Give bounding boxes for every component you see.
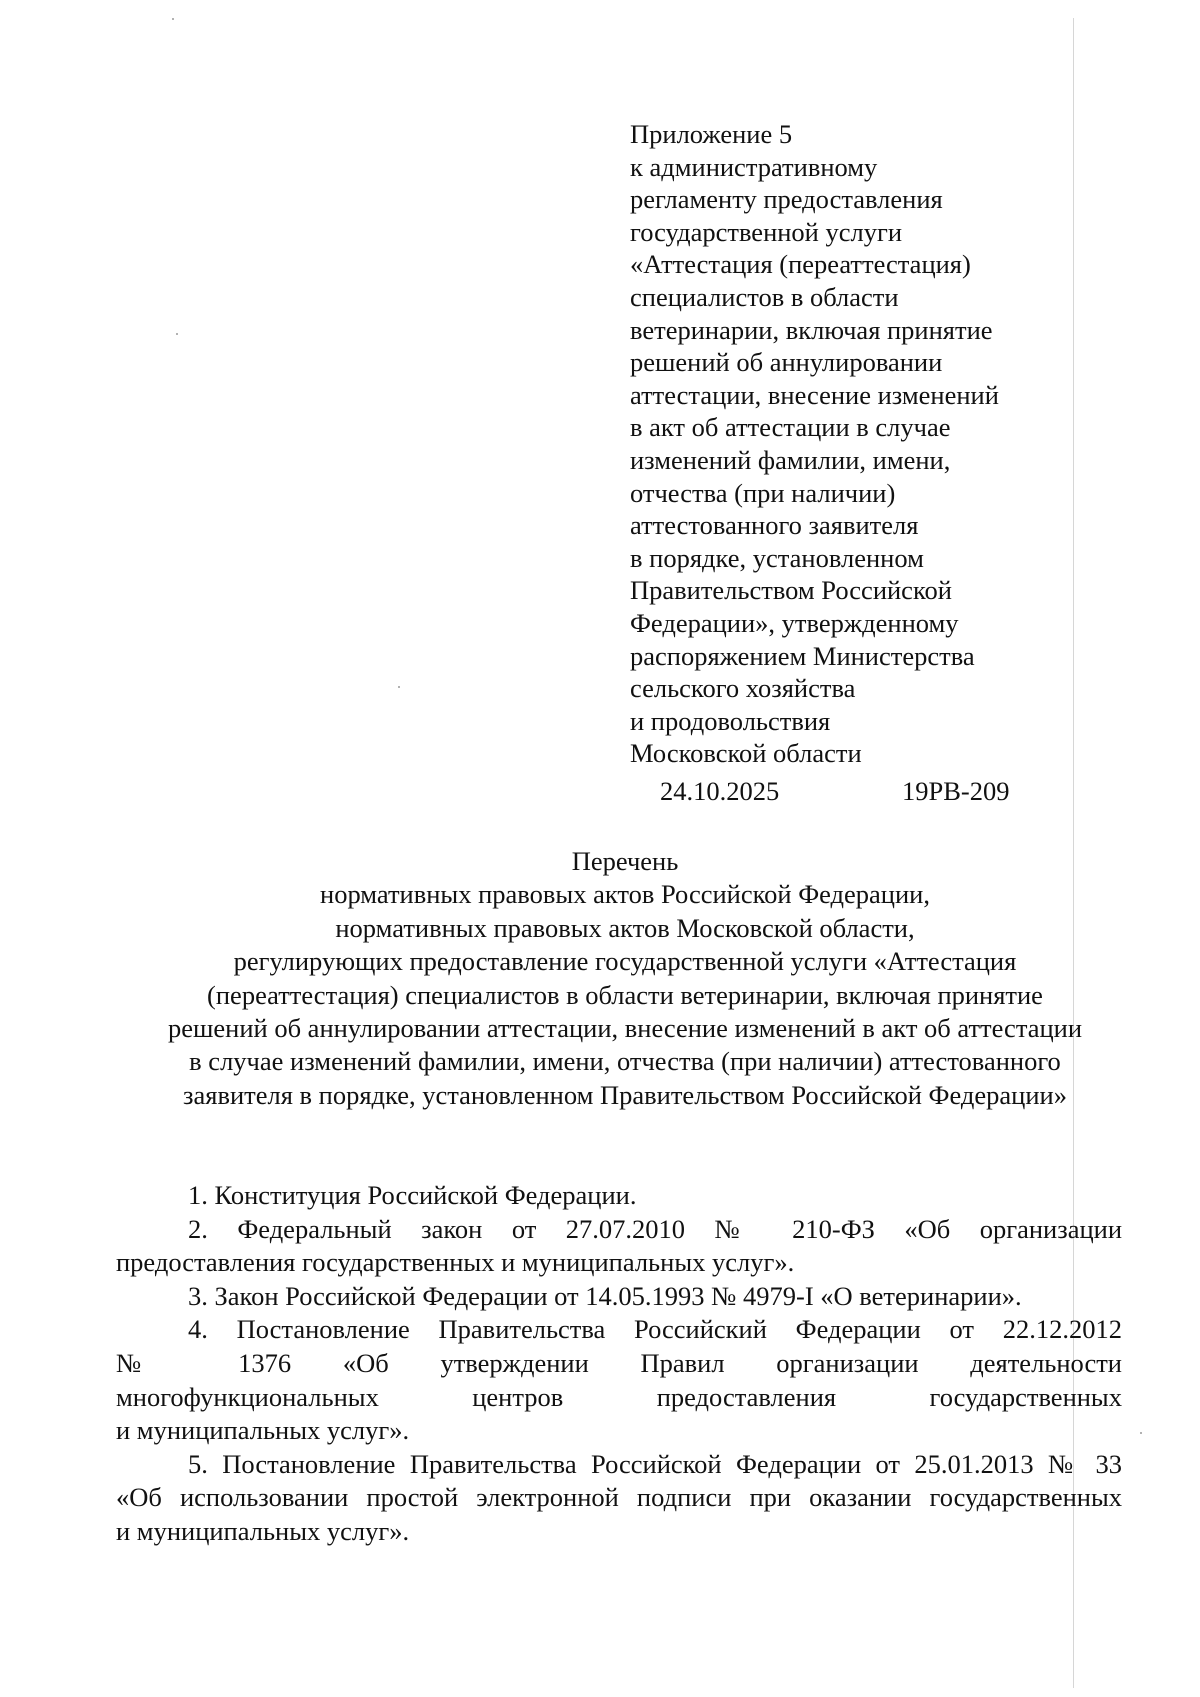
list-item: [116, 1448, 1122, 1549]
scan-speck: [176, 333, 178, 335]
list-item-continuation: и муниципальных услуг».: [116, 1515, 410, 1546]
list-item-continuation: № 1376 «Об утверждении Правил организации деятельности: [116, 1347, 1122, 1378]
appendix-header: [630, 118, 1070, 770]
appendix-line: ветеринарии, включая принятие: [630, 314, 993, 345]
list-item: [116, 1179, 1122, 1213]
title-line: регулирующих предоставление государственной услуги «Аттестация: [233, 946, 1017, 977]
appendix-line: к административному: [630, 151, 878, 182]
list-item-continuation: «Об использовании простой электронной подписи при оказании государственных: [116, 1482, 1122, 1513]
list-item-text: 4. Постановление Правительства Российский Федерации от 22.12.2012: [188, 1314, 1122, 1345]
appendix-line: «Аттестация (переаттестация): [630, 249, 971, 280]
appendix-line: изменений фамилии, имени,: [630, 444, 951, 475]
title-line: нормативных правовых актов Московской области,: [335, 912, 915, 943]
title-line: (переаттестация) специалистов в области ветеринарии, включая принятие: [207, 979, 1043, 1010]
document-title: [100, 845, 1150, 1112]
appendix-line: и продовольствия: [630, 705, 831, 736]
title-line: решений об аннулировании аттестации, внесение изменений в акт об аттестации: [167, 1013, 1083, 1044]
appendix-line: государственной услуги: [630, 216, 903, 247]
list-item: [116, 1280, 1122, 1314]
appendix-line: Московской области: [630, 738, 862, 769]
appendix-line: аттестованного заявителя: [630, 510, 919, 541]
list-item-text: 5. Постановление Правительства Российской Федерации от 25.01.2013 № 33: [188, 1448, 1122, 1479]
legal-acts-list: [116, 1179, 1122, 1549]
appendix-line: распоряжением Министерства: [630, 640, 975, 671]
title-line: в случае изменений фамилии, имени, отчества (при наличии) аттестованного: [189, 1046, 1061, 1077]
list-item-continuation: предоставления государственных и муниципальных услуг».: [116, 1247, 795, 1278]
list-item-text: 3. Закон Российской Федерации от 14.05.1993 № 4979-I «О ветеринарии».: [188, 1280, 1022, 1311]
appendix-line: аттестации, внесение изменений: [630, 379, 999, 410]
appendix-line: Приложение 5: [630, 119, 793, 149]
scan-speck: [398, 686, 400, 688]
list-item-text: 2. Федеральный закон от 27.07.2010 № 210-ФЗ «Об организации: [188, 1213, 1122, 1244]
appendix-line: регламенту предоставления: [630, 184, 943, 215]
scan-speck: [1140, 1432, 1142, 1434]
list-item: [116, 1213, 1122, 1280]
title-line: заявителя в порядке, установленном Правительством Российской Федерации»: [183, 1079, 1067, 1110]
title-heading: Перечень: [571, 846, 679, 876]
document-number: 19РВ-209: [902, 776, 1010, 806]
appendix-line: Федерации», утвержденному: [630, 607, 959, 638]
list-item: [116, 1313, 1122, 1447]
appendix-line: в акт об аттестации в случае: [630, 412, 951, 443]
scan-speck: [172, 18, 174, 20]
appendix-line: сельского хозяйства: [630, 673, 856, 704]
list-item-continuation: многофункциональных центров предоставления государственных: [116, 1381, 1122, 1412]
appendix-line: решений об аннулировании: [630, 347, 943, 378]
appendix-line: Правительством Российской: [630, 575, 952, 606]
appendix-line: отчества (при наличии): [630, 477, 896, 508]
appendix-line: в порядке, установленном: [630, 542, 924, 573]
list-item-text: 1. Конституция Российской Федерации.: [188, 1180, 637, 1210]
appendix-line: специалистов в области: [630, 281, 899, 312]
title-line: нормативных правовых актов Российской Федерации,: [320, 879, 930, 910]
list-item-continuation: и муниципальных услуг».: [116, 1415, 410, 1446]
document-date: 24.10.2025: [660, 776, 780, 806]
